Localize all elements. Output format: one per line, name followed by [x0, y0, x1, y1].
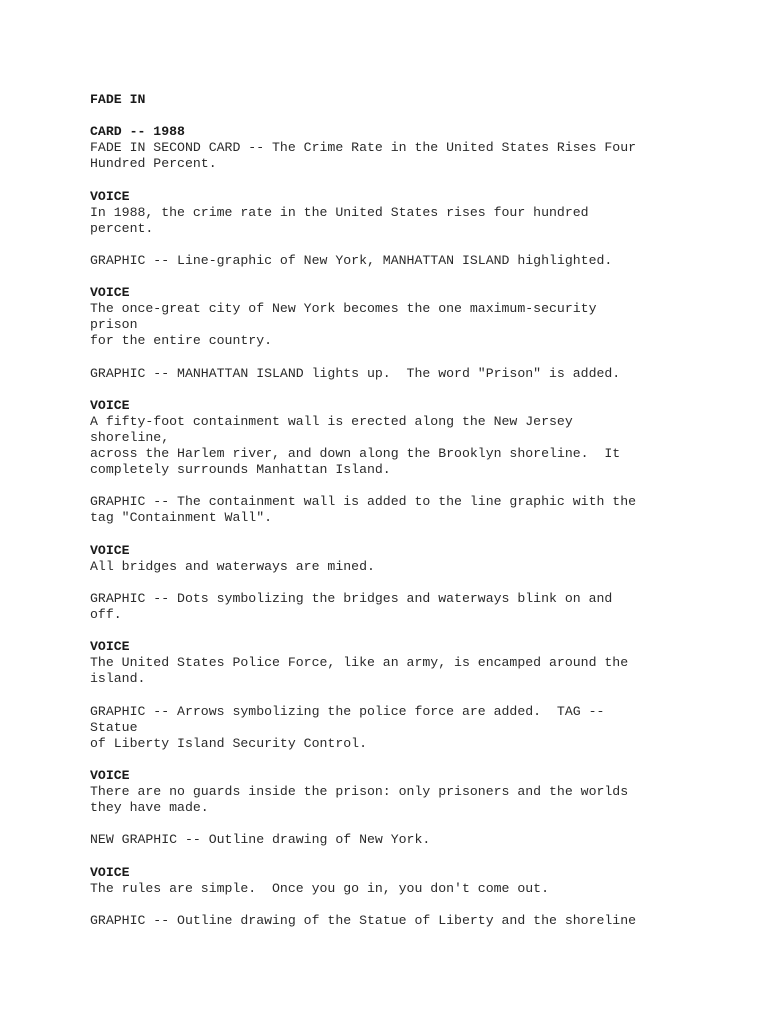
blank-line — [90, 623, 730, 639]
scene-heading: VOICE — [90, 188, 130, 204]
blank-line — [90, 527, 730, 543]
blank-line — [90, 575, 730, 591]
blank-line — [90, 108, 730, 124]
blank-line — [90, 478, 730, 494]
script-line: GRAPHIC -- Arrows symbolizing the police force are added. TAG -- — [90, 703, 605, 719]
script-line: completely surrounds Manhattan Island. — [90, 462, 391, 478]
script-line: GRAPHIC -- Line-graphic of New York, MANHATTAN ISLAND highlighted. — [90, 252, 613, 268]
blank-line — [90, 687, 730, 703]
script-line: GRAPHIC -- Dots symbolizing the bridges and waterways blink on and — [90, 590, 613, 606]
script-line: The rules are simple. Once you go in, you don't come out. — [90, 880, 549, 896]
script-line: In 1988, the crime rate in the United States rises four hundred — [90, 204, 589, 220]
script-line: shoreline, — [90, 429, 170, 445]
script-line: prison — [90, 317, 138, 333]
script-line: Statue — [90, 719, 138, 735]
blank-line — [90, 752, 730, 768]
blank-line — [90, 172, 730, 188]
script-line: The once-great city of New York becomes the one maximum-security — [90, 301, 597, 317]
blank-line — [90, 382, 730, 398]
blank-line — [90, 269, 730, 285]
blank-line — [90, 816, 730, 832]
script-line: FADE IN SECOND CARD -- The Crime Rate in the United States Rises Four — [90, 140, 637, 156]
scene-heading: FADE IN — [90, 92, 146, 107]
script-line: NEW GRAPHIC -- Outline drawing of New York. — [90, 832, 431, 848]
script-line: All bridges and waterways are mined. — [90, 558, 375, 574]
scene-heading: VOICE — [90, 542, 130, 558]
script-line: GRAPHIC -- The containment wall is added to the line graphic with the — [90, 494, 637, 510]
scene-heading: VOICE — [90, 767, 130, 783]
script-line: Hundred Percent. — [90, 156, 217, 172]
script-line: A fifty-foot containment wall is erected along the New Jersey — [90, 413, 573, 429]
blank-line — [90, 350, 730, 366]
script-line: GRAPHIC -- MANHATTAN ISLAND lights up. The word "Prison" is added. — [90, 365, 621, 381]
blank-line — [90, 237, 730, 253]
script-line: off. — [90, 607, 122, 622]
script-line: of Liberty Island Security Control. — [90, 735, 367, 751]
scene-heading: CARD -- 1988 — [90, 124, 185, 140]
script-line: for the entire country. — [90, 333, 273, 349]
scene-heading: VOICE — [90, 397, 130, 413]
blank-line — [90, 897, 730, 913]
script-line: There are no guards inside the prison: only prisoners and the worlds — [90, 784, 629, 800]
script-line: island. — [90, 671, 146, 687]
script-line: across the Harlem river, and down along the Brooklyn shoreline. It — [90, 446, 621, 462]
script-line: tag "Containment Wall". — [90, 510, 273, 526]
scene-heading: VOICE — [90, 285, 130, 301]
script-line: they have made. — [90, 800, 209, 816]
screenplay-page — [90, 92, 730, 929]
script-line: GRAPHIC -- Outline drawing of the Statue of Liberty and the shoreline — [90, 912, 637, 928]
scene-heading: VOICE — [90, 639, 130, 655]
scene-heading: VOICE — [90, 864, 130, 880]
script-line: percent. — [90, 220, 154, 236]
script-line: The United States Police Force, like an army, is encamped around the — [90, 655, 629, 671]
blank-line — [90, 848, 730, 864]
